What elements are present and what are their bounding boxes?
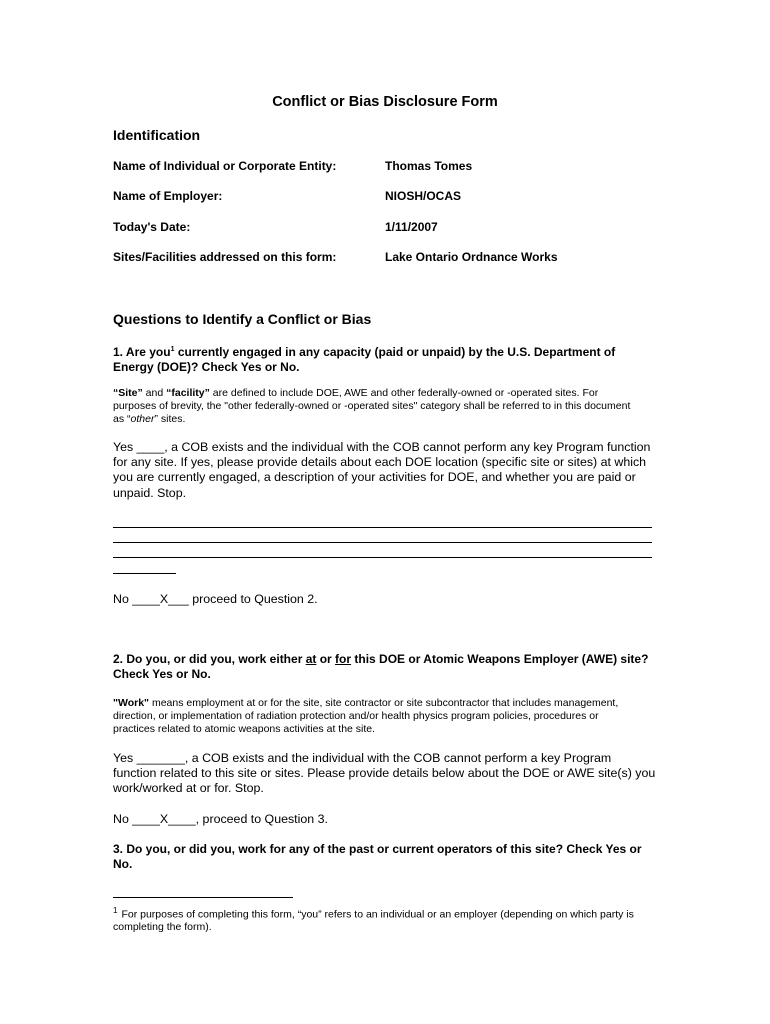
field-value: NIOSH/OCAS bbox=[385, 189, 462, 203]
question-2-for: for bbox=[335, 652, 352, 666]
field-value: Lake Ontario Ordnance Works bbox=[385, 250, 558, 264]
def-rest: are defined to include DOE, AWE and other federally-owned or -operated sites. For purposes of brevity, the "other federally-owned or -operated sites" category shall be referred to in this document as “ bbox=[113, 387, 631, 425]
question-1-no-option: No ____X___ proceed to Question 2. bbox=[113, 592, 318, 606]
answer-line[interactable] bbox=[113, 542, 652, 543]
question-2-at: at bbox=[305, 652, 317, 666]
footnote-separator bbox=[113, 897, 293, 898]
site-term: “Site” bbox=[113, 387, 143, 399]
footnote bbox=[113, 905, 653, 934]
field-label: Name of Employer: bbox=[113, 189, 223, 203]
facility-term: “facility” bbox=[166, 387, 210, 399]
footnote-marker: 1 bbox=[113, 906, 118, 915]
question-1-text-b: currently engaged in any capacity (paid or unpaid) by the U.S. Department of Energy (DOE)? Check Yes or No. bbox=[113, 345, 616, 374]
field-value: Thomas Tomes bbox=[385, 159, 473, 173]
site-definition bbox=[113, 387, 633, 425]
question-2 bbox=[113, 652, 658, 682]
footnote-text: For purposes of completing this form, “you” refers to an individual or an employer (depending on which party is completing the form). bbox=[113, 908, 634, 934]
question-2-text-a: 2. Do you, or did you, work either bbox=[113, 652, 306, 666]
field-label: Today's Date: bbox=[113, 220, 191, 234]
form-title: Conflict or Bias Disclosure Form bbox=[272, 94, 498, 110]
work-term: "Work" bbox=[113, 697, 150, 709]
other-term: other bbox=[130, 412, 155, 425]
question-2-text-b: this DOE or Atomic Weapons Employer (AWE) site? Check Yes or No. bbox=[113, 652, 649, 681]
footnote-ref: 1 bbox=[170, 346, 175, 353]
field-value: 1/11/2007 bbox=[385, 220, 438, 234]
work-def-rest: means employment at or for the site, site contractor or site subcontractor that includes management, direction, or implementation of radiation protection and/or health physics program policies, procedures or practices related to atomic weapons activities at the site. bbox=[113, 697, 619, 735]
work-definition bbox=[113, 697, 633, 735]
field-label: Sites/Facilities addressed on this form: bbox=[113, 250, 337, 264]
def-and: and bbox=[142, 387, 167, 399]
question-2-or: or bbox=[316, 652, 336, 666]
questions-heading: Questions to Identify a Conflict or Bias bbox=[113, 311, 372, 327]
question-2-yes-option: Yes _______, a COB exists and the individual with the COB cannot perform a key Program function related to this site or sites. Please provide details below about the DOE or AWE site(s) you work/worked at or for. Stop. bbox=[113, 751, 656, 796]
answer-line[interactable] bbox=[113, 527, 652, 528]
question-1-yes-option: Yes ____, a COB exists and the individual with the COB cannot perform any key Program function for any site. If yes, please provide details about each DOE location (specific site or sites) at which you are currently engaged, a description of your activities for DOE, and whether you are paid or unpaid. Stop. bbox=[113, 440, 651, 500]
field-label: Name of Individual or Corporate Entity: bbox=[113, 159, 337, 173]
question-1 bbox=[113, 342, 658, 375]
question-3: 3. Do you, or did you, work for any of the past or current operators of this site? Check Yes or No. bbox=[113, 842, 642, 871]
identification-heading: Identification bbox=[113, 127, 201, 143]
question-1-text-a: 1. Are you bbox=[113, 345, 171, 359]
question-2-no-option: No ____X____, proceed to Question 3. bbox=[113, 812, 328, 826]
def-end: ” sites. bbox=[154, 412, 186, 425]
answer-line[interactable] bbox=[113, 557, 652, 558]
answer-line[interactable] bbox=[113, 573, 176, 574]
